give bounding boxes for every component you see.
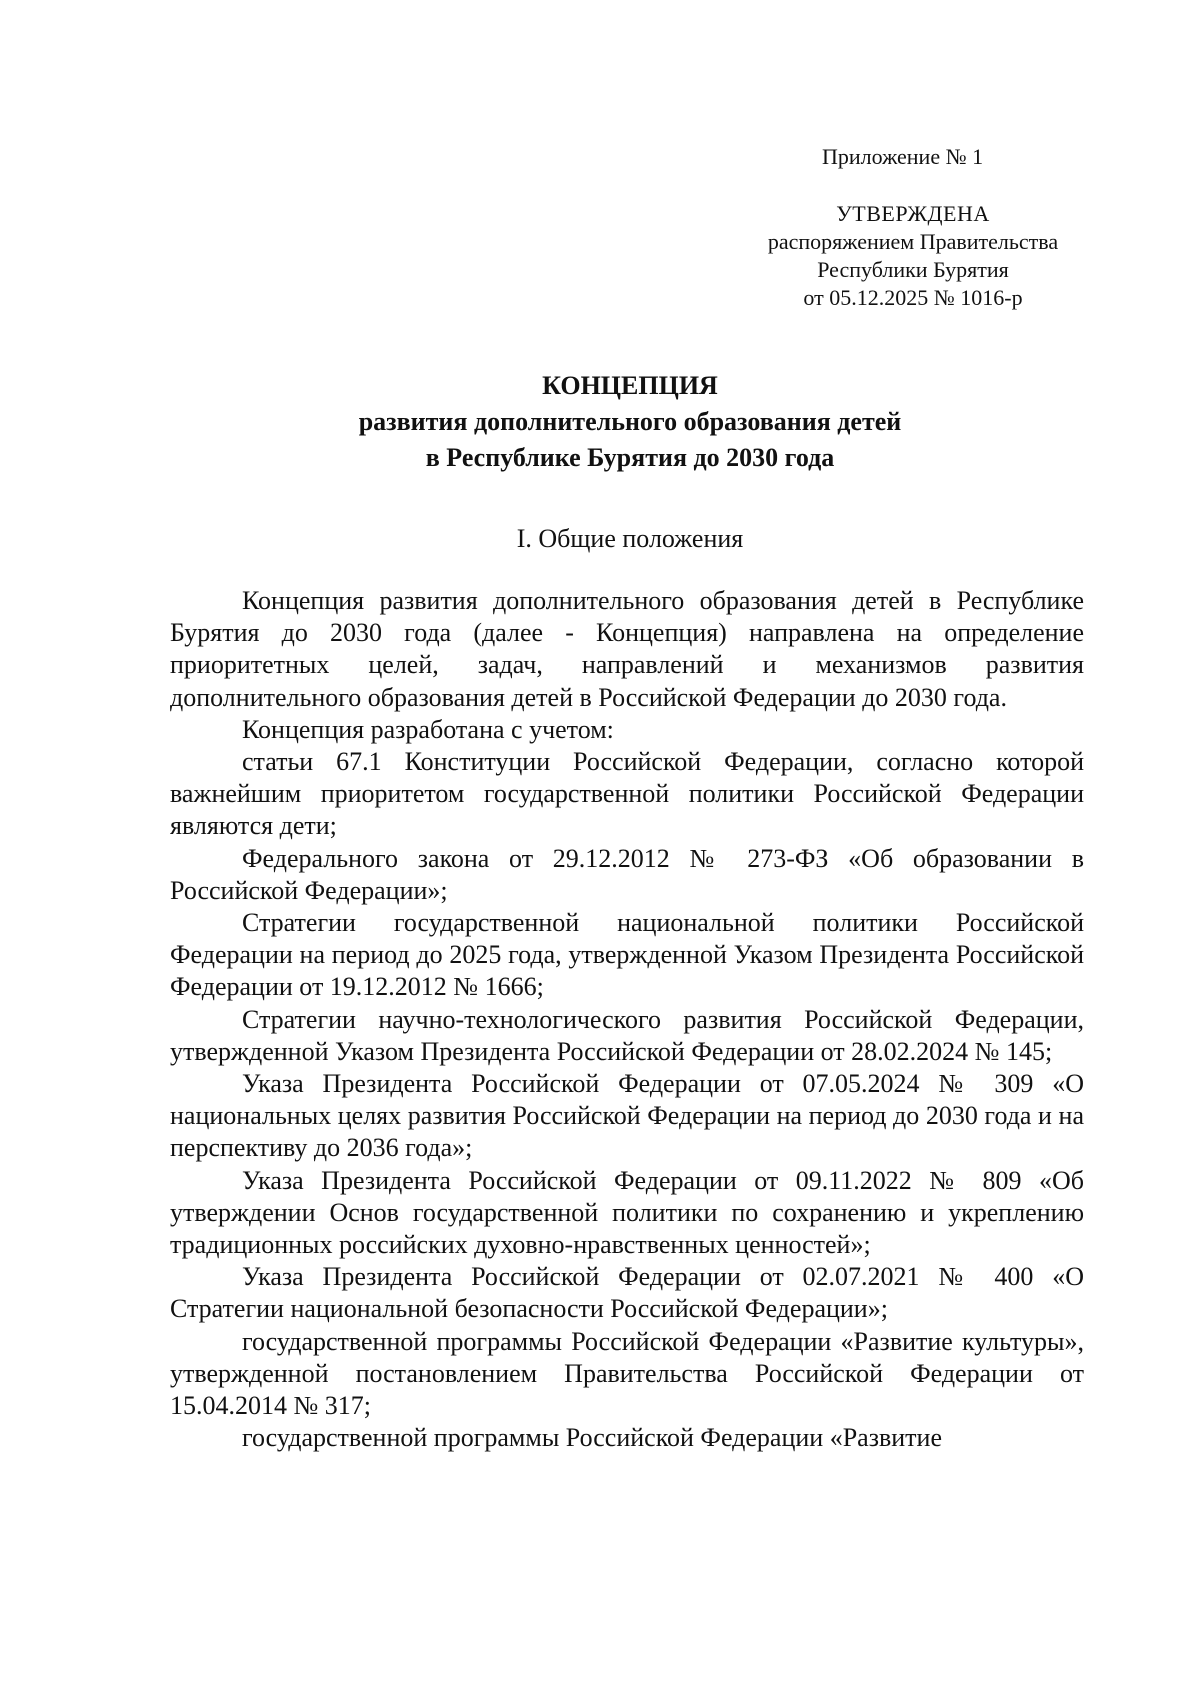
section-heading: I. Общие положения	[516, 524, 744, 553]
paragraph: Концепция развития дополнительного образования детей в Республике Бурятия до 2030 года (далее - Концепция) направлена на определение приоритетных целей, задач, направлений и механизмов развития дополнительного образования детей в Российской Федерации до 2030 года.	[170, 586, 1084, 712]
paragraph: Федерального закона от 29.12.2012 № 273-ФЗ «Об образовании в Российской Федерации»;	[170, 843, 1084, 905]
approval-line-2: Республики Бурятия	[817, 257, 1009, 282]
approval-line-3: от 05.12.2025 № 1016-р	[803, 285, 1023, 310]
title-line-1: КОНЦЕПЦИЯ	[542, 371, 718, 400]
paragraph: государственной программы Российской Федерации «Развитие культуры», утвержденной постановлением Правительства Российской Федерации от 15.04.2014 № 317;	[170, 1326, 1084, 1421]
paragraph: Стратегии научно-технологического развития Российской Федерации, утвержденной Указом Президента Российской Федерации от 28.02.2024 № 145;	[170, 1004, 1084, 1066]
title-line-3: в Республике Бурятия до 2030 года	[425, 443, 835, 472]
approval-block	[740, 200, 1086, 312]
paragraph: Концепция разработана с учетом:	[242, 714, 614, 744]
paragraph: Стратегии государственной национальной политики Российской Федерации на период до 2025 года, утвержденной Указом Президента Российской Федерации от 19.12.2012 № 1666;	[170, 908, 1084, 1002]
appendix-label: Приложение № 1	[822, 144, 984, 169]
approval-stamp: УТВЕРЖДЕНА	[836, 201, 990, 226]
paragraph: Указа Президента Российской Федерации от 09.11.2022 № 809 «Об утверждении Основ государственной политики по сохранению и укреплению традиционных российских духовно-нравственных ценностей»;	[170, 1165, 1084, 1260]
approval-line-1: распоряжением Правительства	[767, 229, 1059, 254]
paragraph: Указа Президента Российской Федерации от 02.07.2021 № 400 «О Стратегии национальной безопасности Российской Федерации»;	[170, 1262, 1084, 1324]
title-line-2: развития дополнительного образования детей	[358, 407, 902, 436]
document-title	[170, 368, 1090, 476]
paragraph: статьи 67.1 Конституции Российской Федерации, согласно которой важнейшим приоритетом государственной политики Российской Федерации являются дети;	[170, 747, 1084, 841]
paragraph: Указа Президента Российской Федерации от 07.05.2024 № 309 «О национальных целях развития Российской Федерации на период до 2030 года и на перспективу до 2036 года»;	[170, 1069, 1084, 1163]
paragraph: государственной программы Российской Федерации «Развитие	[242, 1423, 942, 1453]
document-body	[170, 585, 1084, 1454]
